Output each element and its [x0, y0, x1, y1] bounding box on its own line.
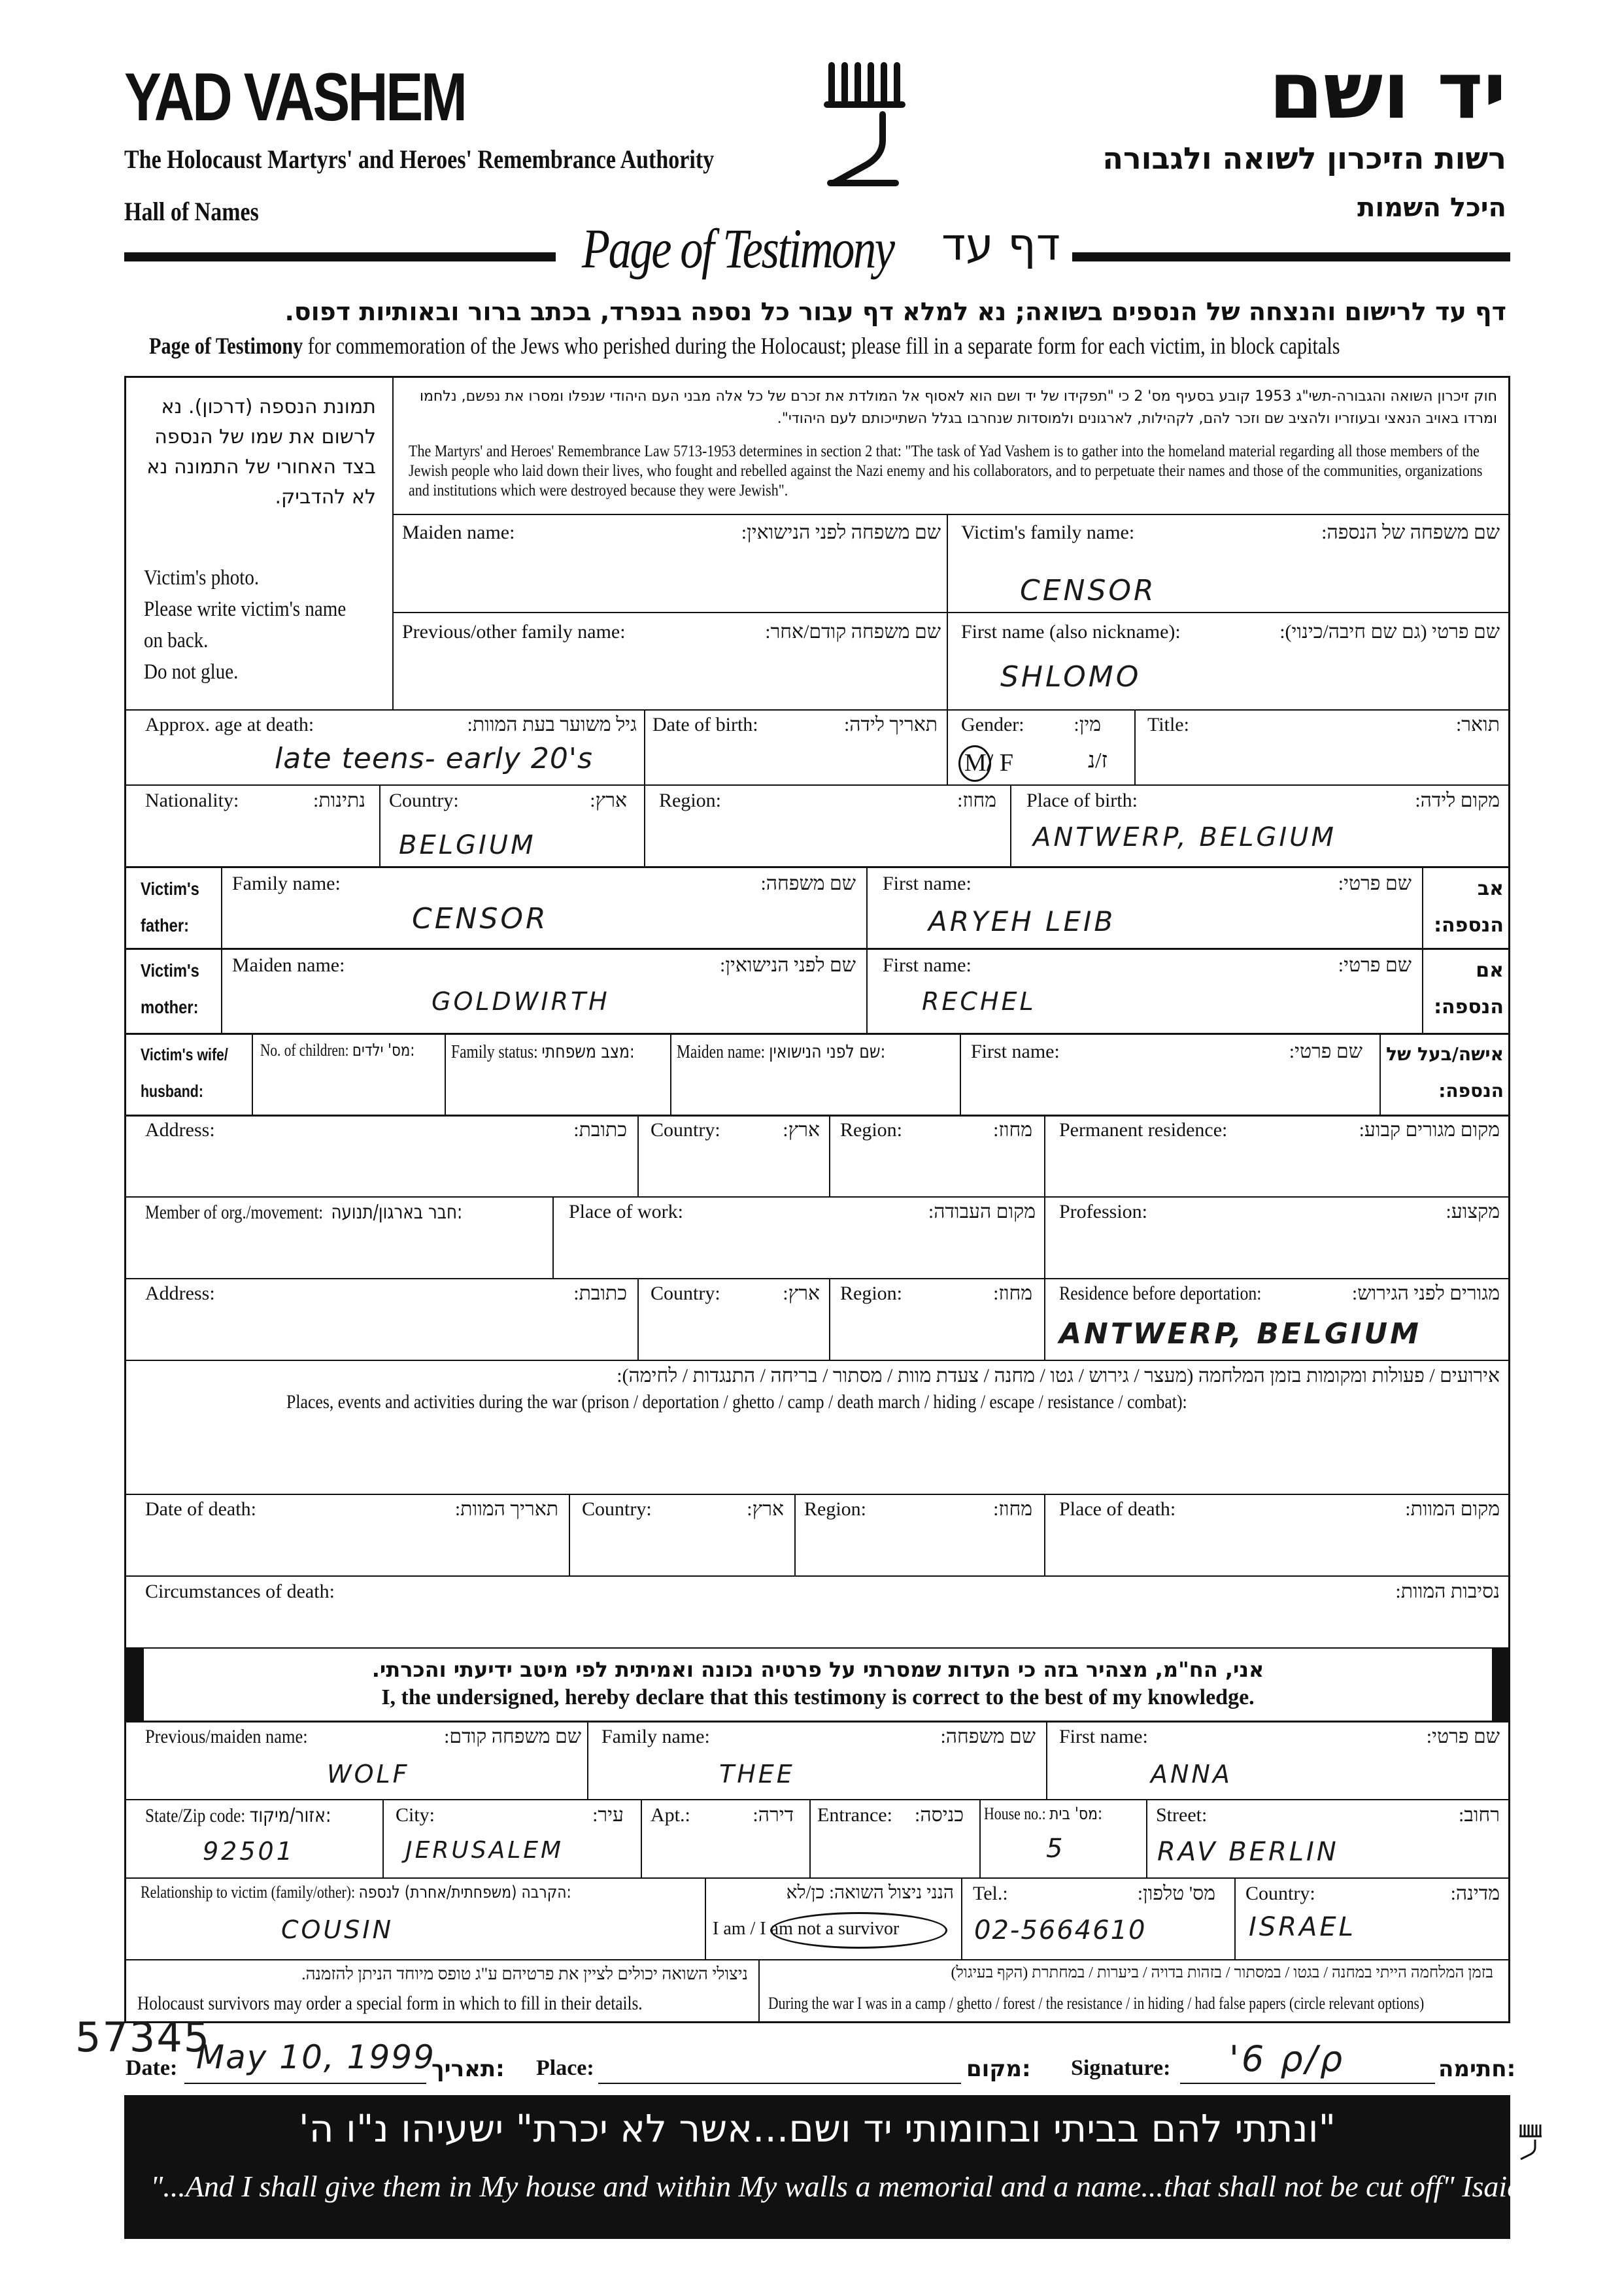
- submitter-first-name-label: First name:: [1059, 1726, 1148, 1747]
- profession-label-he: מקצוע:: [1446, 1201, 1500, 1222]
- city-label: City:: [396, 1804, 435, 1826]
- mother-label-he: אם הנספה:: [1434, 959, 1504, 1018]
- spouse-maiden-label-en: Maiden name:: [677, 1042, 766, 1062]
- spouse-label: Victim's wife/ husband:: [141, 1045, 228, 1101]
- permanent-residence-label-he: מקום מגורים קבוע:: [1359, 1119, 1500, 1141]
- rule: [979, 1799, 981, 1877]
- rule: [960, 1033, 961, 1115]
- place-of-birth-value[interactable]: ANTWERP, BELGIUM: [1033, 822, 1336, 852]
- gender-label-he: מין:: [1074, 714, 1101, 735]
- region-label-he: מחוז:: [957, 790, 996, 811]
- date-label-he: תאריך:: [431, 2056, 505, 2082]
- address2-label-he: כתובת:: [573, 1283, 627, 1304]
- rule: [637, 1115, 639, 1196]
- date-value[interactable]: May 10, 1999: [196, 2038, 435, 2076]
- page-title-he: דף עד: [941, 219, 1060, 271]
- title-label-he: תואר:: [1455, 714, 1500, 735]
- rule: [644, 709, 645, 784]
- address2-label: Address:: [145, 1283, 215, 1304]
- instructions-en-bold: Page of Testimony: [149, 333, 303, 359]
- rule: [794, 1494, 796, 1575]
- mother-first-label-he: שם פרטי:: [1338, 954, 1412, 976]
- mother-first-value[interactable]: RECHEL: [922, 987, 1036, 1016]
- address2-country-label: Country:: [651, 1283, 720, 1304]
- father-family-label-he: שם משפחה:: [760, 873, 856, 894]
- maiden-name-label: Maiden name:: [402, 522, 515, 543]
- residence-before-deportation-label: Residence before deportation:: [1059, 1283, 1262, 1304]
- notes-right-en: During the war I was in a camp / ghetto / forest / the resistance / in hiding / had false papers (circle relevant options): [768, 1994, 1425, 2013]
- death-country-label: Country:: [582, 1498, 652, 1520]
- rule: [1044, 1115, 1045, 1196]
- zip-label: [145, 1804, 331, 1827]
- spouse-first-label: First name:: [971, 1041, 1060, 1062]
- rule: [124, 1494, 1510, 1495]
- title-rule-left: [124, 252, 556, 261]
- spouse-maiden-label-he: שם לפני הנישואין:: [769, 1041, 886, 1062]
- address2-country-label-he: ארץ:: [783, 1283, 820, 1304]
- country-label-he: ארץ:: [590, 790, 627, 811]
- rule: [124, 1033, 1510, 1035]
- family-status-label-he: מצב משפחתי:: [541, 1041, 635, 1062]
- submitter-first-name-value[interactable]: ANNA: [1151, 1760, 1232, 1789]
- gender-circle-m: [958, 745, 991, 782]
- rule: [1010, 784, 1011, 866]
- mother-maiden-label: Maiden name:: [232, 954, 345, 976]
- submitter-prev-name-value[interactable]: WOLF: [327, 1760, 410, 1789]
- rule: [637, 1278, 639, 1360]
- first-name-label-he: שם פרטי (גם שם חיבה/כינוי):: [1279, 621, 1500, 643]
- rule: [382, 1799, 384, 1877]
- maiden-name-label-he: שם משפחה לפני הנישואין:: [741, 522, 941, 543]
- house-no-label: [984, 1804, 1102, 1824]
- street-label: Street:: [1156, 1804, 1208, 1826]
- house-no-value[interactable]: 5: [1046, 1834, 1066, 1864]
- death-region-label: Region:: [804, 1498, 866, 1520]
- rule: [1046, 1721, 1047, 1799]
- rule: [829, 1115, 830, 1196]
- prev-family-name-label-he: שם משפחה קודם/אחר:: [765, 621, 941, 643]
- member-org-label-he: חבר בארגון/תנועה:: [331, 1201, 463, 1224]
- place-of-death-label-he: מקום המוות:: [1405, 1498, 1500, 1520]
- rule: [252, 1033, 253, 1115]
- survivor-label-he: הנני ניצול השואה: כן/לא: [786, 1883, 954, 1903]
- nationality-label: Nationality:: [145, 790, 239, 811]
- age-value[interactable]: late teens- early 20's: [275, 742, 593, 775]
- tel-label-he: מס' טלפון:: [1137, 1883, 1215, 1904]
- rule: [829, 1278, 830, 1360]
- address2-region-label: Region:: [840, 1283, 902, 1304]
- quote-banner-he: "ונתתי להם בביתי ובחומותי יד ושם...אשר לא יכרת" ישעיהו נ"ו ה': [298, 2106, 1336, 2151]
- rule: [124, 1575, 1510, 1577]
- rule: [670, 1033, 671, 1115]
- rule: [124, 1115, 1510, 1117]
- rule: [124, 948, 1510, 950]
- residence-before-deportation-label-he: מגורים לפני הגירוש:: [1351, 1283, 1500, 1304]
- signature-label-he: חתימה:: [1438, 2056, 1516, 2082]
- age-label: Approx. age at death:: [145, 714, 314, 735]
- children-label: [260, 1041, 414, 1060]
- rule: [379, 784, 381, 866]
- address1-label-he: כתובת:: [573, 1119, 627, 1141]
- address1-label: Address:: [145, 1119, 215, 1141]
- rule: [961, 1877, 962, 1959]
- law-text-he: חוק זיכרון השואה והגבורה-תשי"ג 1953 קובע בסעיף מס' 2 כי "תפקידו של יד ושם הוא לאסוף אל המולדת את זכרם של כל אלה מבני העם היהודי שנפלו ומסרו את נפשם, נלחמו ומרדו באויב הנאצי ובעוזריו ולהציב שם וזכר להם, לקהילות, לארגונים ולמוסדות שנחרבו בגלל השתייכותם לעם היהודי".: [420, 388, 1497, 427]
- declaration-band-left: [124, 1649, 144, 1721]
- tel-label: Tel.:: [973, 1883, 1008, 1904]
- spouse-first-label-he: שם פרטי:: [1289, 1041, 1362, 1062]
- place-of-birth-label: Place of birth:: [1026, 790, 1138, 811]
- member-org-label: [145, 1201, 462, 1224]
- rule: [124, 1959, 1510, 1960]
- rule: [392, 514, 1510, 515]
- photo-en-2: Please write victim's name: [144, 597, 347, 621]
- place-of-death-label: Place of death:: [1059, 1498, 1176, 1520]
- rule: [124, 1360, 1510, 1361]
- father-family-label: Family name:: [232, 873, 341, 894]
- submitter-country-label: Country:: [1245, 1883, 1315, 1904]
- declaration-he: אני, הח"מ, מצהיר בזה כי העדות שמסרתי על פרטיה נכונה ואמיתית לפי מיטב ידיעתי והכרתי.: [371, 1657, 1264, 1682]
- signature-value[interactable]: '6 ρ/ρ: [1229, 2038, 1345, 2079]
- victim-family-name-label: Victim's family name:: [961, 522, 1135, 543]
- relationship-label: [141, 1883, 571, 1902]
- submitter-country-label-he: מדינה:: [1450, 1883, 1500, 1904]
- survivor-circle: [770, 1912, 947, 1949]
- residence-before-deportation-value[interactable]: ANTWERP, BELGIUM: [1059, 1317, 1421, 1351]
- rule: [445, 1033, 446, 1115]
- notes-right-he: בזמן המלחמה הייתי במחנה / בגטו / במסתור / בזהות בדויה / ביערות / במחתרת (הקף בעיגול): [951, 1964, 1493, 1981]
- rule: [1234, 1877, 1236, 1959]
- title-rule-right: [1072, 252, 1510, 261]
- father-family-value[interactable]: CENSOR: [412, 902, 549, 935]
- declaration-band-right: [1492, 1649, 1510, 1721]
- place-of-birth-label-he: מקום לידה:: [1415, 790, 1500, 811]
- date-label: Date:: [126, 2056, 178, 2080]
- rule: [1044, 1278, 1045, 1360]
- rule: [569, 1494, 570, 1575]
- rule: [947, 709, 948, 784]
- signature-line: [1180, 2083, 1435, 2084]
- org-subtitle-en: The Holocaust Martyrs' and Heroes' Remembrance Authority: [124, 144, 715, 174]
- children-label-en: No. of children:: [260, 1041, 349, 1060]
- rule: [1379, 1033, 1381, 1115]
- street-value[interactable]: RAV BERLIN: [1157, 1837, 1339, 1867]
- title-label: Title:: [1147, 714, 1189, 735]
- instructions-en-text: for commemoration of the Jews who perished during the Holocaust; please fill in a separate form for each victim, in block capitals: [303, 333, 1340, 359]
- victim-family-name-label-he: שם משפחה של הנספה:: [1321, 522, 1500, 543]
- profession-label: Profession:: [1059, 1201, 1147, 1222]
- father-label: Victim's father:: [141, 879, 199, 935]
- yad-vashem-logo: [817, 52, 909, 190]
- rule: [552, 1196, 554, 1278]
- submitter-country-value[interactable]: ISRAEL: [1249, 1912, 1356, 1942]
- zip-value[interactable]: 92501: [203, 1837, 295, 1866]
- region-label: Region:: [659, 790, 721, 811]
- hall-of-names-he: היכל השמות: [1357, 193, 1506, 223]
- rule: [124, 1799, 1510, 1800]
- city-value[interactable]: JERUSALEM: [405, 1837, 564, 1864]
- street-label-he: רחוב:: [1459, 1804, 1500, 1826]
- father-first-label-he: שם פרטי:: [1338, 873, 1412, 894]
- relationship-label-he: הקרבה (משפחתית/אחרת) לנספה:: [358, 1883, 571, 1902]
- mother-label: Victim's mother:: [141, 960, 199, 1017]
- family-status-label: [451, 1041, 635, 1063]
- rule: [1134, 709, 1136, 784]
- place-line: [598, 2083, 961, 2084]
- rule: [809, 1799, 811, 1877]
- rule: [124, 709, 1510, 711]
- circumstances-of-death-label-he: נסיבות המוות:: [1395, 1581, 1500, 1602]
- page-title-en: Page of Testimony: [582, 217, 894, 280]
- prev-family-name-label: Previous/other family name:: [402, 621, 626, 643]
- declaration-en: I, the undersigned, hereby declare that this testimony is correct to the best of my knowledge.: [381, 1685, 1255, 1709]
- spouse-maiden-label: [677, 1041, 885, 1063]
- stamp-number: 57345: [75, 2013, 211, 2061]
- rule: [1146, 1799, 1147, 1877]
- age-label-he: גיל משוער בעת המוות:: [467, 714, 637, 735]
- address2-region-label-he: מחוז:: [993, 1283, 1032, 1304]
- place-label: Place:: [536, 2056, 594, 2080]
- apt-label-he: דירה:: [753, 1804, 794, 1826]
- submitter-family-name-label-he: שם משפחה:: [940, 1726, 1036, 1747]
- rule: [124, 866, 1510, 868]
- address1-region-label-he: מחוז:: [993, 1119, 1032, 1141]
- gender-options[interactable]: M/ F: [964, 749, 1013, 777]
- house-no-label-he: מס' בית:: [1049, 1804, 1103, 1824]
- relationship-label-en: Relationship to victim (family/other):: [141, 1883, 356, 1902]
- mother-maiden-value[interactable]: GOLDWIRTH: [431, 987, 610, 1016]
- rule: [124, 1196, 1510, 1198]
- father-first-value[interactable]: ARYEH LEIB: [928, 905, 1116, 937]
- org-name-en: YAD VASHEM: [124, 59, 465, 135]
- rule: [587, 1721, 588, 1799]
- circumstances-of-death-label: Circumstances of death:: [145, 1581, 335, 1602]
- permanent-residence-label: Permanent residence:: [1059, 1119, 1228, 1141]
- mother-maiden-label-he: שם לפני הנישואין:: [720, 954, 856, 976]
- spouse-label-he: אישה/בעל של הנספה:: [1386, 1043, 1504, 1101]
- quote-banner-en: "...And I shall give them in My house and within My walls a memorial and a name...that shall not be cut off" Isaiah, 56:5: [150, 2170, 1608, 2203]
- rule: [641, 1799, 642, 1877]
- address1-region-label: Region:: [840, 1119, 902, 1141]
- first-name-value[interactable]: SHLOMO: [1000, 660, 1142, 694]
- address1-country-label-he: ארץ:: [783, 1119, 820, 1141]
- submitter-family-name-value[interactable]: THEE: [719, 1760, 795, 1789]
- photo-box-en: [144, 562, 346, 688]
- entrance-label: Entrance:: [817, 1804, 892, 1826]
- submitter-family-name-label: Family name:: [601, 1726, 710, 1747]
- house-no-label-en: House no.:: [984, 1804, 1046, 1823]
- law-text-en: The Martyrs' and Heroes' Remembrance Law 5713-1953 determines in section 2 that: "The task of Yad Vashem is to gather into the homeland material regarding all those members of the Jewish people who laid down their lives, who fought and rebelled against the Nazi enemy and his collaborators, and to perpetuate their names and those of the communities, organizations and institutions which were destroyed because they were Jewish".: [409, 443, 1483, 499]
- notes-left-en: Holocaust survivors may order a special form in which to fill in their details.: [137, 1992, 643, 2014]
- rule: [1044, 1196, 1045, 1278]
- survivor-label-en[interactable]: I am / I am not a survivor: [713, 1919, 900, 1939]
- rule: [124, 1877, 1510, 1879]
- rule: [644, 784, 645, 866]
- gender-label: Gender:: [961, 714, 1024, 735]
- address1-country-label: Country:: [651, 1119, 720, 1141]
- father-first-label: First name:: [883, 873, 972, 894]
- war-events-label-he: אירועים / פעולות ומקומות בזמן המלחמה (מעצר / גירוש / גטו / מחנה / צעדת מוות / מסתור / בריחה / התנגדות / לחימה):: [617, 1365, 1500, 1387]
- place-of-work-label: Place of work:: [569, 1201, 683, 1222]
- zip-label-en: State/Zip code:: [145, 1805, 246, 1826]
- rule: [124, 784, 1510, 786]
- signature-label: Signature:: [1071, 2056, 1171, 2080]
- instructions-en: [149, 332, 1340, 360]
- victim-family-name-value[interactable]: CENSOR: [1020, 574, 1157, 607]
- rule: [705, 1877, 706, 1959]
- submitter-prev-name-label: Previous/maiden name:: [145, 1726, 308, 1747]
- date-of-death-label: Date of death:: [145, 1498, 256, 1520]
- mother-first-label: First name:: [883, 954, 972, 976]
- death-region-label-he: מחוז:: [993, 1498, 1032, 1520]
- first-name-label: First name (also nickname):: [961, 621, 1181, 643]
- tel-value[interactable]: 02-5664610: [974, 1915, 1147, 1945]
- country-value[interactable]: BELGIUM: [399, 830, 536, 860]
- city-label-he: עיר:: [592, 1804, 624, 1826]
- instructions-he: דף עד לרישום והנצחה של הנספים בשואה; נא למלא דף עבור כל נספה בנפרד, בכתב ברור ובאותיות דפוס.: [284, 297, 1506, 326]
- submitter-first-name-label-he: שם פרטי:: [1426, 1726, 1500, 1747]
- photo-en-1: Victim's photo.: [144, 566, 260, 590]
- zip-label-he: אזור/מיקוד:: [249, 1804, 331, 1827]
- dob-label: Date of birth:: [652, 714, 758, 735]
- photo-en-3: on back.: [144, 629, 209, 652]
- country-label: Country:: [389, 790, 459, 811]
- relationship-value[interactable]: COUSIN: [281, 1915, 394, 1944]
- place-of-work-label-he: מקום העבודה:: [928, 1201, 1036, 1222]
- gender-options-he[interactable]: ז/נ: [1088, 748, 1108, 773]
- rule: [124, 1278, 1510, 1279]
- org-name-he: יד ושם: [1268, 46, 1506, 137]
- photo-box-he: תמונת הנספה (דרכון). נא לרשום את שמו של הנספה בצד האחורי של התמונה נא לא להדביק.: [146, 395, 376, 509]
- date-of-death-label-he: תאריך המוות:: [454, 1498, 558, 1520]
- rule: [124, 1647, 1510, 1649]
- family-status-label-en: Family status:: [451, 1042, 538, 1062]
- nationality-label-he: נתינות:: [313, 790, 365, 811]
- yad-vashem-small-logo: [1517, 2121, 1543, 2160]
- rule: [392, 612, 1510, 613]
- apt-label: Apt.:: [651, 1804, 690, 1826]
- submitter-prev-name-label-he: שם משפחה קודם:: [444, 1726, 581, 1747]
- entrance-label-he: כניסה:: [915, 1804, 964, 1826]
- father-label-he: אב הנספה:: [1434, 877, 1504, 937]
- rule: [124, 1721, 1510, 1723]
- org-subtitle-he: רשות הזיכרון לשואה ולגבורה: [1102, 141, 1506, 176]
- war-events-label-en: Places, events and activities during the war (prison / deportation / ghetto / camp / death march / hiding / escape / resistance / combat):: [286, 1391, 1187, 1413]
- photo-en-4: Do not glue.: [144, 660, 239, 684]
- notes-left-he: ניצולי השואה יכולים לציין את פרטיהם ע"ג טופס מיוחד הניתן להזמנה.: [301, 1964, 748, 1983]
- place-label-he: מקום:: [966, 2056, 1031, 2082]
- date-line: [184, 2083, 426, 2084]
- member-org-label-en: Member of org./movement:: [145, 1202, 324, 1223]
- children-label-he: מס' ילדים:: [352, 1041, 415, 1060]
- rule: [758, 1959, 760, 2023]
- death-country-label-he: ארץ:: [747, 1498, 784, 1520]
- rule: [1044, 1494, 1045, 1575]
- dob-label-he: תאריך לידה:: [843, 714, 938, 735]
- hall-of-names-en: Hall of Names: [124, 197, 259, 226]
